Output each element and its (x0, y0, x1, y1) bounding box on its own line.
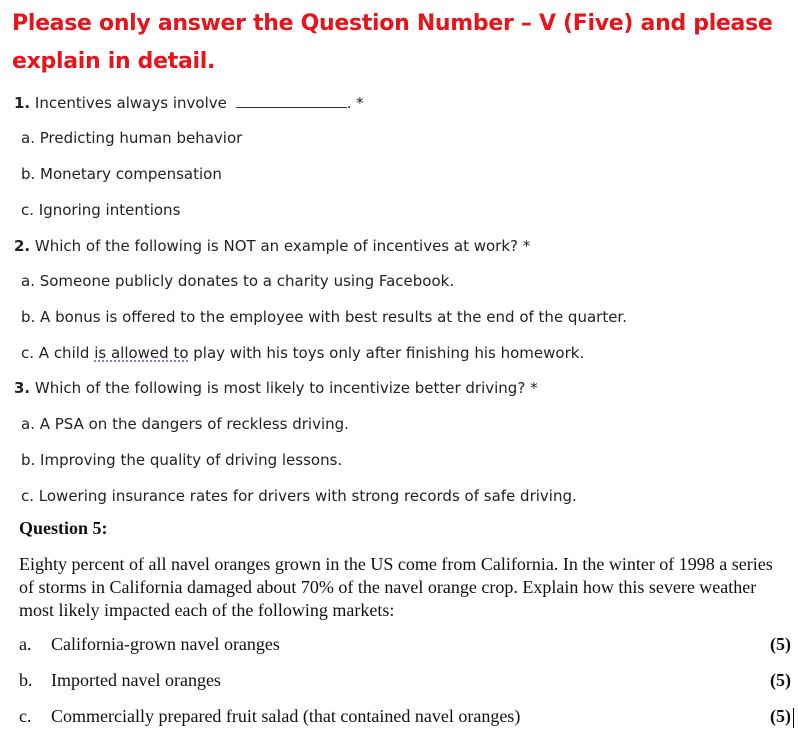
question-1-suffix: . * (346, 94, 364, 112)
question-1-option-a: a. Predicting human behavior (21, 129, 243, 147)
item-letter: b. (19, 670, 33, 690)
item-text: California-grown navel oranges (51, 634, 280, 654)
instruction-heading: Please only answer the Question Number – V (Five) and please explain in detail. (12, 11, 773, 74)
question-3-option-b: b. Improving the quality of driving lessons. (21, 451, 343, 469)
question-1-option-b: b. Monetary compensation (21, 165, 222, 183)
question-1-number: 1. (14, 94, 31, 112)
question-5-item-b (19, 670, 791, 694)
item-marks: (5) (770, 706, 791, 726)
question-2-option-c-suffix: play with his toys only after finishing his homework. (188, 344, 585, 362)
question-2-option-c-prefix: c. A child (21, 344, 95, 362)
item-letter: a. (19, 634, 32, 654)
question-5-item-a (19, 634, 791, 658)
question-3-option-c: c. Lowering insurance rates for drivers with strong records of safe driving. (21, 487, 577, 505)
question-2-text: Which of the following is NOT an example of incentives at work? * (30, 237, 531, 255)
item-letter: c. (19, 706, 32, 726)
question-2-option-c (21, 344, 584, 362)
question-1-option-c: c. Ignoring intentions (21, 201, 181, 219)
item-text: Commercially prepared fruit salad (that contained navel oranges) (51, 706, 521, 726)
question-3-text: Which of the following is most likely to incentivize better driving? * (30, 379, 538, 397)
question-3 (14, 379, 538, 397)
question-5-title: Question 5: (19, 518, 108, 538)
grammar-flagged-phrase: is allowed to (94, 344, 189, 362)
question-2 (14, 237, 530, 255)
answer-blank (236, 95, 347, 108)
question-1 (14, 94, 364, 112)
question-3-number: 3. (14, 379, 31, 397)
question-2-option-a: a. Someone publicly donates to a charity using Facebook. (21, 272, 455, 290)
item-marks: (5) (770, 634, 791, 654)
item-marks: (5) (770, 670, 791, 690)
question-5-paragraph: Eighty percent of all navel oranges grown in the US come from California. In the winter of 1998 a series of storms in California damaged about 70% of the navel orange crop. Explain how this severe weather most likely impacted each of the following markets: (19, 554, 773, 620)
item-text: Imported navel oranges (51, 670, 221, 690)
question-1-text: Incentives always involve (30, 94, 232, 112)
question-5-item-c (19, 706, 791, 730)
question-2-option-b: b. A bonus is offered to the employee with best results at the end of the quarter. (21, 308, 627, 326)
question-2-number: 2. (14, 237, 31, 255)
text-cursor (793, 708, 794, 728)
question-3-option-a: a. A PSA on the dangers of reckless driving. (21, 415, 349, 433)
